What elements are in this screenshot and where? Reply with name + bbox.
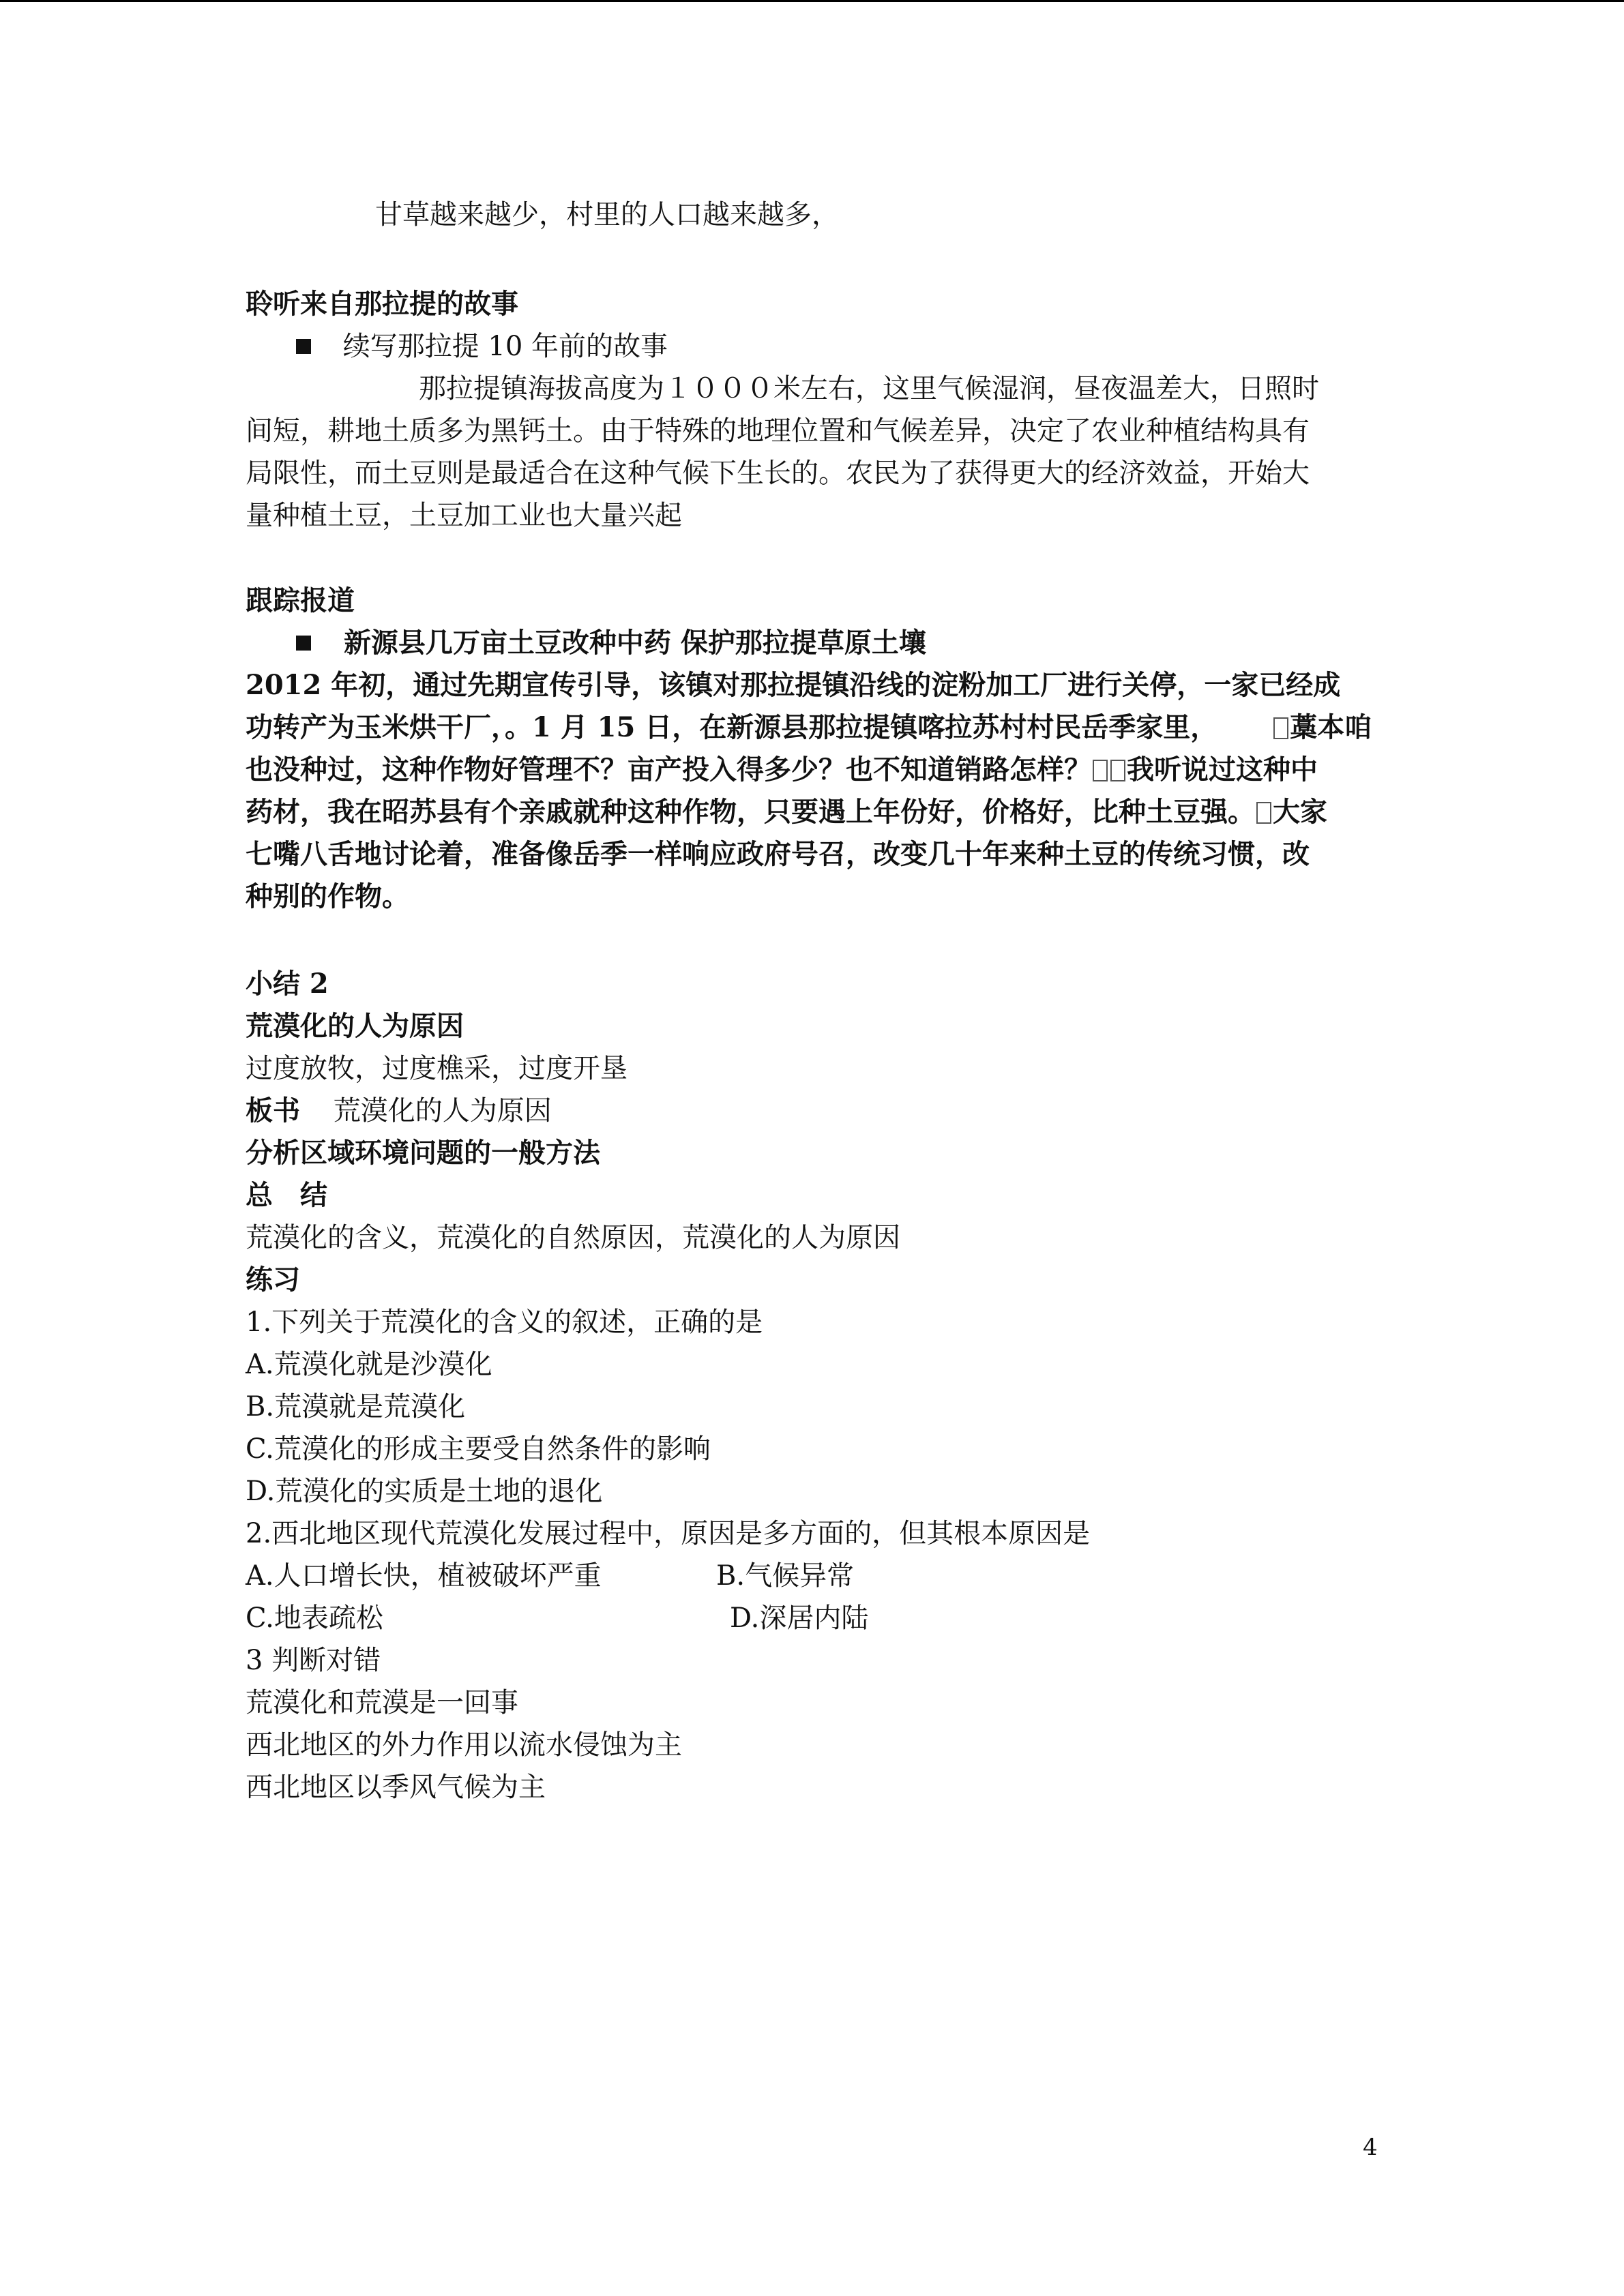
q2-option-b: B.气候异常 — [716, 1560, 855, 1592]
board-line — [246, 1090, 552, 1132]
paragraph-line: 局限性，而土豆则是最适合在这种气候下生长的。农民为了获得更大的经济效益，开始大 — [246, 458, 1310, 489]
report-line — [246, 791, 1327, 833]
report-text: 大家 — [1273, 796, 1327, 828]
report-line: 2012 年初，通过先期宣传引导，该镇对那拉提镇沿线的淀粉加工厂进行关停，一家已经成 — [246, 669, 1341, 701]
summary-title — [246, 963, 329, 1005]
q2-option-c: C.地表疏松 — [246, 1602, 383, 1634]
paragraph-line: 量种植土豆，土豆加工业也大量兴起 — [246, 500, 682, 531]
paragraph-line: 那拉提镇海拔高度为１０００米左右，这里气候湿润，昼夜温差大，日照时 — [419, 373, 1319, 404]
report-line — [246, 749, 1318, 791]
q3-statement: 荒漠化和荒漠是一回事 — [246, 1687, 518, 1718]
missing-glyph-box — [1256, 802, 1271, 824]
section-heading-report: 跟踪报道 — [246, 584, 355, 616]
summary-title-text: 小结 2 — [246, 968, 329, 1000]
top-border-line — [0, 0, 1624, 2]
missing-glyph-box — [1093, 760, 1108, 781]
summary-causes: 过度放牧，过度樵采，过度开垦 — [246, 1053, 628, 1084]
missing-glyph-box — [1273, 717, 1288, 739]
report-text: 功转产为玉米烘干厂，。1 月 15 日，在新源县那拉提镇喀拉苏村村民岳季家里， — [246, 711, 1218, 743]
conclusion-label: 总 结 — [246, 1179, 327, 1211]
q1-option-b: B.荒漠就是荒漠化 — [246, 1391, 466, 1422]
report-text: 药材，我在昭苏县有个亲戚就种这种作物，只要遇上年份好，价格好，比种土豆强。 — [246, 796, 1255, 828]
bullet-text: 新源县几万亩土豆改种中药 保护那拉提草原土壤 — [343, 627, 926, 659]
report-line — [246, 706, 1372, 749]
question-3: 3 判断对错 — [246, 1645, 381, 1676]
q1-option-a: A.荒漠化就是沙漠化 — [246, 1349, 492, 1380]
bullet-item — [296, 622, 926, 664]
q1-option-c: C.荒漠化的形成主要受自然条件的影响 — [246, 1433, 711, 1465]
q1-option-d: D.荒漠化的实质是土地的退化 — [246, 1476, 603, 1507]
page-number: 4 — [1363, 2134, 1378, 2161]
report-text: 我听说过这种中 — [1127, 754, 1318, 786]
q3-statement: 西北地区以季风气候为主 — [246, 1772, 546, 1803]
q3-statement: 西北地区的外力作用以流水侵蚀为主 — [246, 1729, 682, 1761]
summary-heading: 荒漠化的人为原因 — [246, 1010, 464, 1042]
report-line: 种别的作物。 — [246, 880, 409, 912]
q2-option-a: A.人口增长快，植被破坏严重 — [246, 1560, 602, 1592]
section-heading-story: 聆听来自那拉提的故事 — [246, 288, 518, 320]
board-text: 荒漠化的人为原因 — [333, 1095, 552, 1127]
report-text: 也没种过，这种作物好管理不？亩产投入得多少？也不知道销路怎样？ — [246, 754, 1091, 786]
question-2: 2.西北地区现代荒漠化发展过程中，原因是多方面的，但其根本原因是 — [246, 1518, 1091, 1549]
bullet-square-icon — [296, 636, 311, 651]
paragraph-line: 间短，耕地土质多为黑钙土。由于特殊的地理位置和气候差异，决定了农业种植结构具有 — [246, 415, 1310, 447]
bullet-square-icon — [296, 339, 311, 354]
q2-option-d: D.深居内陆 — [730, 1602, 869, 1634]
intro-line: 甘草越来越少，村里的人口越来越多， — [375, 199, 839, 230]
bullet-text: 续写那拉提 10 年前的故事 — [342, 331, 668, 362]
report-line: 七嘴八舌地讨论着，准备像岳季一样响应政府号召，改变几十年来种土豆的传统习惯，改 — [246, 838, 1310, 870]
method-heading: 分析区域环境问题的一般方法 — [246, 1137, 600, 1169]
board-label: 板书 — [246, 1094, 300, 1127]
conclusion-text: 荒漠化的含义，荒漠化的自然原因，荒漠化的人为原因 — [246, 1222, 900, 1253]
exercise-title: 练习 — [246, 1264, 300, 1296]
bullet-item — [296, 325, 668, 368]
question-1: 1.下列关于荒漠化的含义的叙述，正确的是 — [246, 1307, 763, 1338]
report-text: 藁本咱 — [1290, 711, 1372, 743]
missing-glyph-box — [1110, 760, 1125, 781]
